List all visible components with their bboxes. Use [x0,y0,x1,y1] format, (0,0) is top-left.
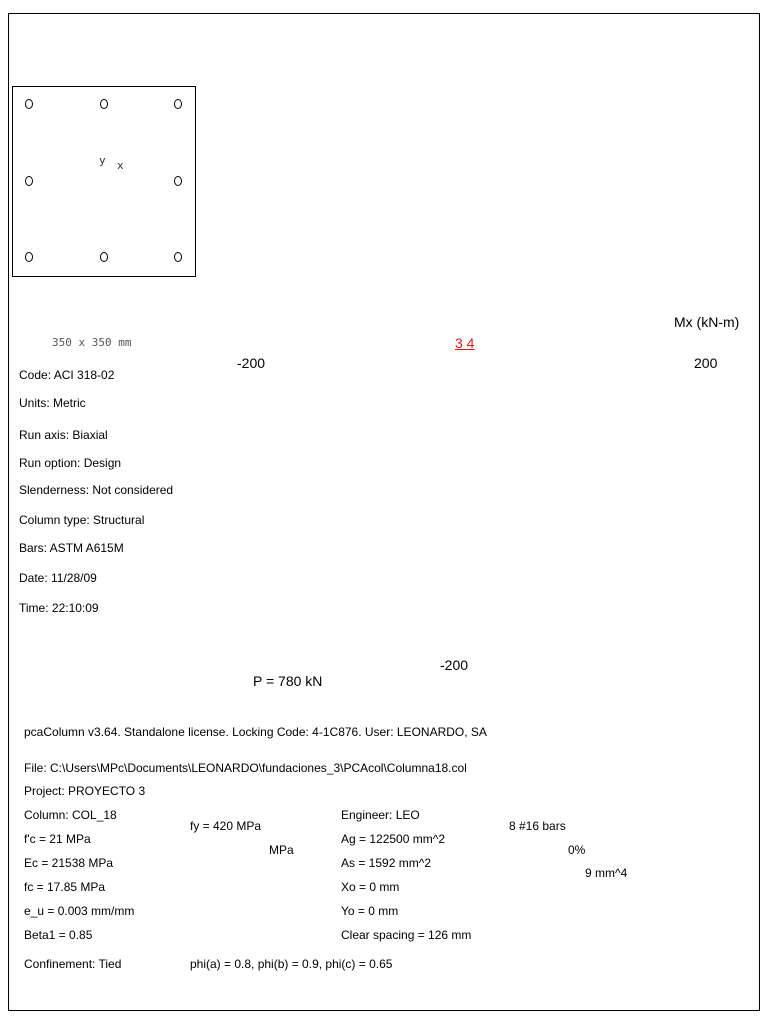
fy-value: fy = 420 MPa [190,819,262,833]
engineer-name: Engineer: LEO [341,808,420,822]
fc-value: f'c = 21 MPa [24,832,91,846]
eu-value: e_u = 0.003 mm/mm [24,904,135,918]
rebar-top-left [25,99,33,109]
column-id: Column: COL_18 [24,808,117,822]
y-axis-min-label: -200 [440,657,469,673]
info-bars: Bars: ASTM A615M [19,541,124,555]
info-time: Time: 22:10:09 [19,601,99,615]
axial-load-label: P = 780 kN [253,673,323,689]
info-run-option: Run option: Design [19,456,122,470]
license-line: pcaColumn v3.64. Standalone license. Locking Code: 4-1C876. User: LEONARDO, SA [24,725,487,739]
rebar-mid-right [174,176,182,186]
rebar-bottom-center [100,252,108,262]
yo-value: Yo = 0 mm [341,904,399,918]
rebar-mid-left [25,176,33,186]
es-value-partial: MPa [269,843,294,857]
x-axis-min-label: -200 [237,355,266,371]
info-run-axis: Run axis: Biaxial [19,428,108,442]
info-slenderness: Slenderness: Not considered [19,483,174,497]
axis-x-label: x [117,159,124,172]
section-dimensions: 350 x 350 mm [52,336,132,349]
info-units: Units: Metric [19,396,86,410]
clear-spacing: Clear spacing = 126 mm [341,928,472,942]
bars-count: 8 #16 bars [509,819,566,833]
ec-value: Ec = 21538 MPa [24,856,114,870]
phi-factors: phi(a) = 0.8, phi(b) = 0.9, phi(c) = 0.65 [190,957,393,971]
x-axis-title: Mx (kN-m) [674,314,740,330]
rebar-bottom-left [25,252,33,262]
confinement: Confinement: Tied [24,957,122,971]
x-axis-max-label: 200 [694,355,718,371]
column-section-diagram [12,86,196,277]
axis-y-label: y [99,154,106,167]
rebar-top-center [100,99,108,109]
ix-partial: 9 mm^4 [585,866,628,880]
load-point-marker: 3 4 [455,335,475,351]
rebar-bottom-right [174,252,182,262]
project-name: Project: PROYECTO 3 [24,784,146,798]
info-date: Date: 11/28/09 [19,571,97,585]
info-code: Code: ACI 318-02 [19,368,115,382]
xo-value: Xo = 0 mm [341,880,400,894]
info-column-type: Column type: Structural [19,513,145,527]
ag-value: Ag = 122500 mm^2 [341,832,446,846]
file-path: File: C:\Users\MPc\Documents\LEONARDO\fundaciones_3\PCAcol\Columna18.col [24,761,467,775]
rebar-top-right [174,99,182,109]
rho-partial: 0% [568,843,586,857]
beta-value: Beta1 = 0.85 [24,928,93,942]
fcc-value: fc = 17.85 MPa [24,880,106,894]
as-value: As = 1592 mm^2 [341,856,432,870]
